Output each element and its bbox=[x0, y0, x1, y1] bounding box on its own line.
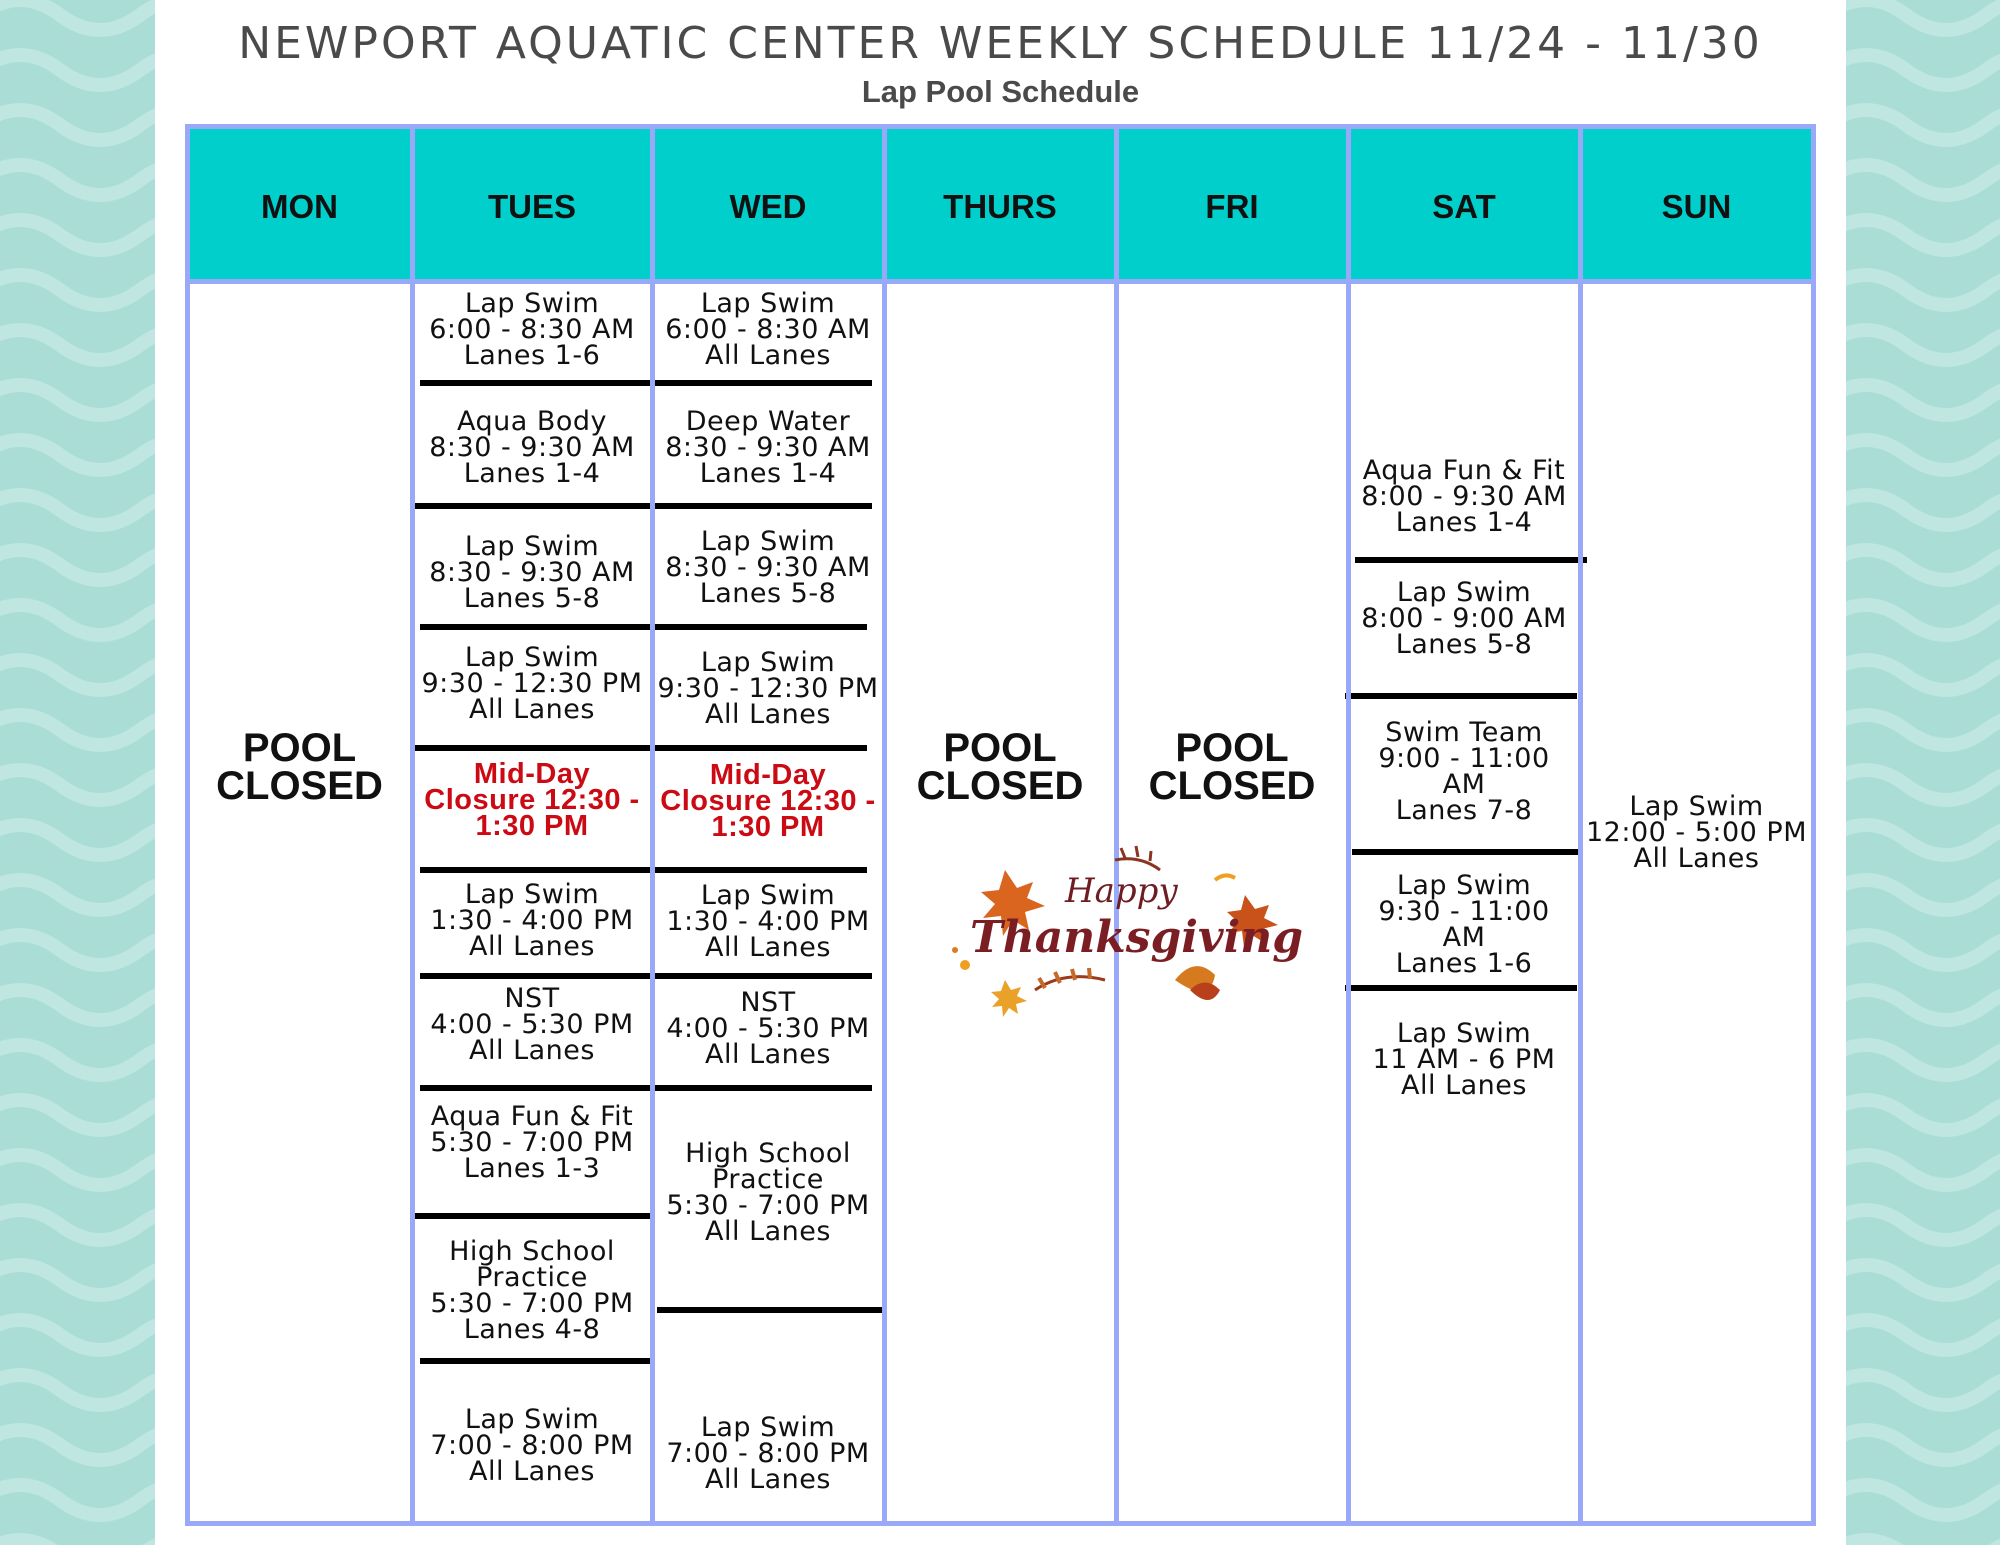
closure-notice bbox=[417, 758, 647, 842]
entry-divider bbox=[420, 973, 652, 979]
entry-divider bbox=[412, 745, 652, 751]
grid-column-border bbox=[882, 124, 887, 1526]
entry-divider bbox=[652, 624, 867, 630]
schedule-entry bbox=[657, 647, 879, 730]
entry-line: Deep Water bbox=[685, 406, 851, 437]
entry-line: Lap Swim bbox=[464, 642, 600, 673]
entry-line: 12:00 - 5:00 PM bbox=[1585, 817, 1807, 848]
happy-thanksgiving-logo bbox=[935, 840, 1305, 1030]
entry-line: 8:30 - 9:30 AM bbox=[665, 432, 871, 463]
schedule-entry bbox=[1353, 717, 1575, 826]
entry-line: Lap Swim bbox=[1396, 1018, 1532, 1049]
entry-line: High School bbox=[449, 1236, 615, 1267]
day-header-tues bbox=[412, 124, 652, 281]
logo-text-happy: Happy bbox=[1065, 871, 1178, 911]
day-label: SAT bbox=[1432, 188, 1496, 225]
entry-divider bbox=[420, 1358, 652, 1364]
schedule-entry bbox=[657, 526, 879, 609]
wave-background-left bbox=[0, 0, 155, 1545]
day-header-mon bbox=[187, 124, 412, 281]
entry-line: All Lanes bbox=[469, 1456, 595, 1487]
schedule-entry bbox=[1353, 455, 1575, 538]
entry-line: 5:30 - 7:00 PM bbox=[430, 1127, 634, 1158]
entry-divider bbox=[652, 867, 867, 873]
day-label: MON bbox=[261, 188, 338, 225]
grid-column-border bbox=[1811, 124, 1816, 1526]
entry-line: Lanes 1-3 bbox=[463, 1153, 601, 1184]
entry-line: 5:30 - 7:00 PM bbox=[430, 1288, 634, 1319]
grid-column-border bbox=[410, 124, 415, 1526]
entry-divider bbox=[420, 1085, 652, 1091]
closed-line: CLOSED bbox=[916, 764, 1084, 808]
schedule-entry bbox=[1353, 870, 1575, 979]
entry-line: 5:30 - 7:00 PM bbox=[666, 1190, 870, 1221]
entry-line: Lap Swim bbox=[464, 531, 600, 562]
schedule-entry bbox=[417, 983, 647, 1066]
schedule-entry bbox=[417, 531, 647, 614]
closure-notice bbox=[657, 759, 879, 843]
pool-closed-label bbox=[1116, 726, 1348, 808]
entry-divider bbox=[652, 745, 867, 751]
entry-line: All Lanes bbox=[469, 1035, 595, 1066]
entry-line: 8:30 - 9:30 AM bbox=[665, 552, 871, 583]
entry-divider bbox=[415, 503, 652, 509]
closed-line: POOL bbox=[1175, 726, 1289, 770]
entry-line: All Lanes bbox=[705, 1464, 831, 1495]
grid-row-border bbox=[185, 1521, 1813, 1526]
entry-line: 4:00 - 5:30 PM bbox=[666, 1013, 870, 1044]
entry-line: Lanes 1-4 bbox=[699, 458, 837, 489]
closed-line: POOL bbox=[242, 726, 357, 770]
entry-line: 9:30 - 11:00 AM bbox=[1378, 896, 1550, 953]
entry-line: Lanes 5-8 bbox=[463, 583, 601, 614]
schedule-entry bbox=[1353, 1018, 1575, 1101]
entry-line: 1:30 PM bbox=[475, 810, 589, 842]
entry-line: Lap Swim bbox=[700, 880, 836, 911]
pool-closed-label bbox=[884, 726, 1116, 808]
entry-line: All Lanes bbox=[469, 694, 595, 725]
schedule-entry bbox=[657, 1412, 879, 1495]
entry-line: Practice bbox=[476, 1262, 588, 1293]
entry-divider bbox=[420, 867, 652, 873]
schedule-entry bbox=[417, 642, 647, 725]
day-header-thurs bbox=[884, 124, 1116, 281]
entry-divider bbox=[652, 503, 872, 509]
entry-line: All Lanes bbox=[705, 1039, 831, 1070]
entry-divider bbox=[1352, 849, 1580, 855]
entry-divider bbox=[657, 1307, 884, 1313]
day-label: TUES bbox=[487, 188, 576, 225]
entry-line: Lap Swim bbox=[464, 288, 600, 319]
entry-line: Lap Swim bbox=[1396, 870, 1532, 901]
entry-line: 8:30 - 9:30 AM bbox=[429, 557, 635, 588]
entry-line: All Lanes bbox=[705, 340, 831, 371]
day-label: SUN bbox=[1661, 188, 1732, 225]
schedule-entry bbox=[417, 879, 647, 962]
entry-line: NST bbox=[504, 983, 560, 1014]
schedule-entry bbox=[657, 880, 879, 963]
entry-divider bbox=[652, 380, 872, 386]
day-header-sun bbox=[1580, 124, 1813, 281]
entry-line: Practice bbox=[712, 1164, 824, 1195]
pool-closed-label bbox=[187, 726, 412, 808]
entry-line: 11 AM - 6 PM bbox=[1372, 1044, 1556, 1075]
day-label: WED bbox=[729, 188, 807, 225]
entry-line: 7:00 - 8:00 PM bbox=[430, 1430, 634, 1461]
entry-line: 9:30 - 12:30 PM bbox=[657, 673, 879, 704]
entry-divider bbox=[420, 380, 652, 386]
entry-line: Closure 12:30 - bbox=[660, 785, 876, 817]
entry-line: Swim Team bbox=[1385, 717, 1543, 748]
entry-line: Closure 12:30 - bbox=[424, 784, 640, 816]
entry-line: 8:00 - 9:00 AM bbox=[1361, 603, 1567, 634]
entry-line: Aqua Fun & Fit bbox=[1362, 455, 1566, 486]
entry-line: All Lanes bbox=[705, 932, 831, 963]
schedule-entry bbox=[657, 288, 879, 371]
entry-divider bbox=[652, 973, 872, 979]
schedule-entry bbox=[417, 406, 647, 489]
grid-column-border bbox=[650, 124, 655, 1526]
entry-line: 1:30 PM bbox=[711, 811, 825, 843]
entry-line: Lanes 1-6 bbox=[1395, 948, 1533, 979]
entry-line: High School bbox=[685, 1138, 851, 1169]
grid-column-border bbox=[1578, 124, 1583, 1526]
entry-divider bbox=[412, 1213, 652, 1219]
grid-column-border bbox=[185, 124, 190, 1526]
entry-divider bbox=[652, 1085, 872, 1091]
logo-text-thanksgiving: Thanksgiving bbox=[970, 912, 1304, 963]
day-header-fri bbox=[1116, 124, 1348, 281]
wave-pattern bbox=[0, 0, 155, 1545]
entry-line: 9:30 - 12:30 PM bbox=[421, 668, 643, 699]
entry-line: 1:30 - 4:00 PM bbox=[666, 906, 870, 937]
entry-line: Lap Swim bbox=[700, 288, 836, 319]
schedule-entry bbox=[657, 1138, 879, 1247]
entry-line: 8:00 - 9:30 AM bbox=[1361, 481, 1567, 512]
schedule-entry bbox=[1585, 791, 1808, 874]
page-title: NEWPORT AQUATIC CENTER WEEKLY SCHEDULE 11/24 - 11/30 bbox=[238, 18, 1763, 69]
entry-line: Lap Swim bbox=[1629, 791, 1764, 822]
entry-line: Lanes 4-8 bbox=[463, 1314, 601, 1345]
schedule-entry bbox=[417, 1236, 647, 1345]
day-header-wed bbox=[652, 124, 884, 281]
entry-line: Lap Swim bbox=[700, 647, 836, 678]
schedule-grid bbox=[187, 124, 1813, 1526]
entry-line: Mid-Day bbox=[473, 758, 591, 790]
schedule-entry bbox=[417, 1404, 647, 1487]
entry-line: Aqua Fun & Fit bbox=[430, 1101, 634, 1132]
grid-row-border bbox=[185, 279, 1813, 284]
entry-line: Lanes 7-8 bbox=[1395, 795, 1533, 826]
entry-line: Lap Swim bbox=[700, 1412, 836, 1443]
schedule-entry bbox=[417, 1101, 647, 1184]
day-label: FRI bbox=[1205, 188, 1259, 225]
entry-line: 4:00 - 5:30 PM bbox=[430, 1009, 634, 1040]
entry-line: Mid-Day bbox=[709, 759, 827, 791]
entry-divider bbox=[1345, 693, 1577, 699]
day-label: THURS bbox=[943, 188, 1057, 225]
entry-line: 8:30 - 9:30 AM bbox=[429, 432, 635, 463]
entry-line: 7:00 - 8:00 PM bbox=[666, 1438, 870, 1469]
entry-line: Lap Swim bbox=[464, 879, 600, 910]
closed-line: POOL bbox=[943, 726, 1057, 770]
wave-pattern bbox=[1846, 0, 2000, 1545]
entry-line: Lap Swim bbox=[464, 1404, 600, 1435]
grid-row-border bbox=[185, 124, 1813, 129]
page-subtitle: Lap Pool Schedule bbox=[861, 74, 1140, 109]
entry-line: NST bbox=[740, 987, 796, 1018]
entry-line: All Lanes bbox=[705, 1216, 831, 1247]
grid-column-border bbox=[1114, 124, 1119, 1526]
entry-divider bbox=[1345, 985, 1577, 991]
day-header-sat bbox=[1348, 124, 1580, 281]
entry-line: Lap Swim bbox=[700, 526, 836, 557]
entry-line: 6:00 - 8:30 AM bbox=[665, 314, 871, 345]
entry-line: Lanes 5-8 bbox=[699, 578, 837, 609]
schedule-entry bbox=[657, 987, 879, 1070]
schedule-entry bbox=[417, 288, 647, 371]
entry-line: Aqua Body bbox=[456, 406, 608, 437]
entry-line: All Lanes bbox=[469, 931, 595, 962]
wave-background-right bbox=[1846, 0, 2000, 1545]
entry-divider bbox=[1355, 557, 1587, 563]
schedule-entry bbox=[1353, 577, 1575, 660]
entry-line: Lanes 1-6 bbox=[463, 340, 601, 371]
entry-line: Lap Swim bbox=[1396, 577, 1532, 608]
entry-line: Lanes 1-4 bbox=[463, 458, 601, 489]
schedule-entry bbox=[657, 406, 879, 489]
entry-line: 9:00 - 11:00 AM bbox=[1378, 743, 1550, 800]
closed-line: CLOSED bbox=[1148, 764, 1316, 808]
entry-line: All Lanes bbox=[705, 699, 831, 730]
entry-line: All Lanes bbox=[1401, 1070, 1527, 1101]
entry-line: Lanes 1-4 bbox=[1395, 507, 1533, 538]
entry-line: 6:00 - 8:30 AM bbox=[429, 314, 635, 345]
grid-column-border bbox=[1346, 124, 1351, 1526]
entry-line: All Lanes bbox=[1633, 843, 1760, 874]
entry-divider bbox=[420, 624, 652, 630]
entry-line: Lanes 5-8 bbox=[1395, 629, 1533, 660]
closed-line: CLOSED bbox=[216, 764, 383, 808]
entry-line: 1:30 - 4:00 PM bbox=[430, 905, 634, 936]
